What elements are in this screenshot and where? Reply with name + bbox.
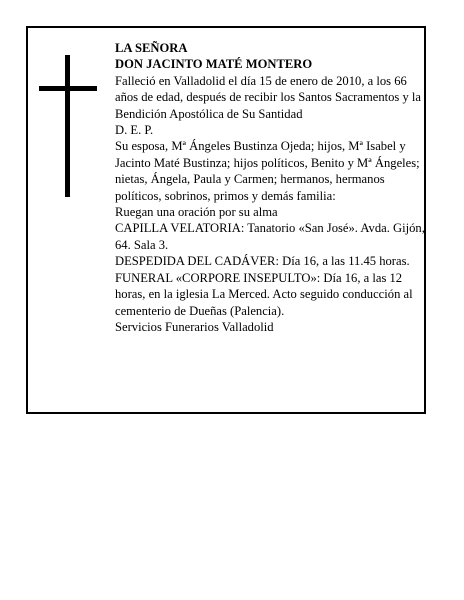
farewell-info: DESPEDIDA DEL CADÁVER: Día 16, a las 11.45 horas. [115,254,410,269]
prayer-request: Ruegan una oración por su alma [115,205,278,220]
notice-text [115,40,425,335]
chapel-info: CAPILLA VELATORIA: Tanatorio «San José». Avda. Gijón, 64. Sala 3. [115,221,425,252]
obituary-notice [26,26,426,414]
death-statement: Falleció en Valladolid el día 15 de enero de 2010, a los 66 años de edad, después de recibir los Santos Sacramentos y la Bendición Apostólica de Su Santidad [115,73,422,121]
deceased-name: DON JACINTO MATÉ MONTERO [115,57,313,72]
funeral-services: Servicios Funerarios Valladolid [115,319,274,334]
notice-header: LA SEÑORA [115,41,188,55]
family-list: Su esposa, Mª Ángeles Bustinza Ojeda; hijos, Mª Isabel y Jacinto Maté Bustinza; hijos políticos, Benito y Mª Ángeles; nietas, Ángela, Paula y Carmen; hermanos, hermanos políticos, sobrinos, primos y demás familia: [115,139,420,203]
rip-line: D. E. P. [115,123,154,138]
latin-cross-icon [39,55,97,197]
funeral-info: FUNERAL «CORPORE INSEPULTO»: Día 16, a las 12 horas, en la iglesia La Merced. Acto seguido conducción al cementerio de Dueñas (Palencia). [115,270,413,318]
